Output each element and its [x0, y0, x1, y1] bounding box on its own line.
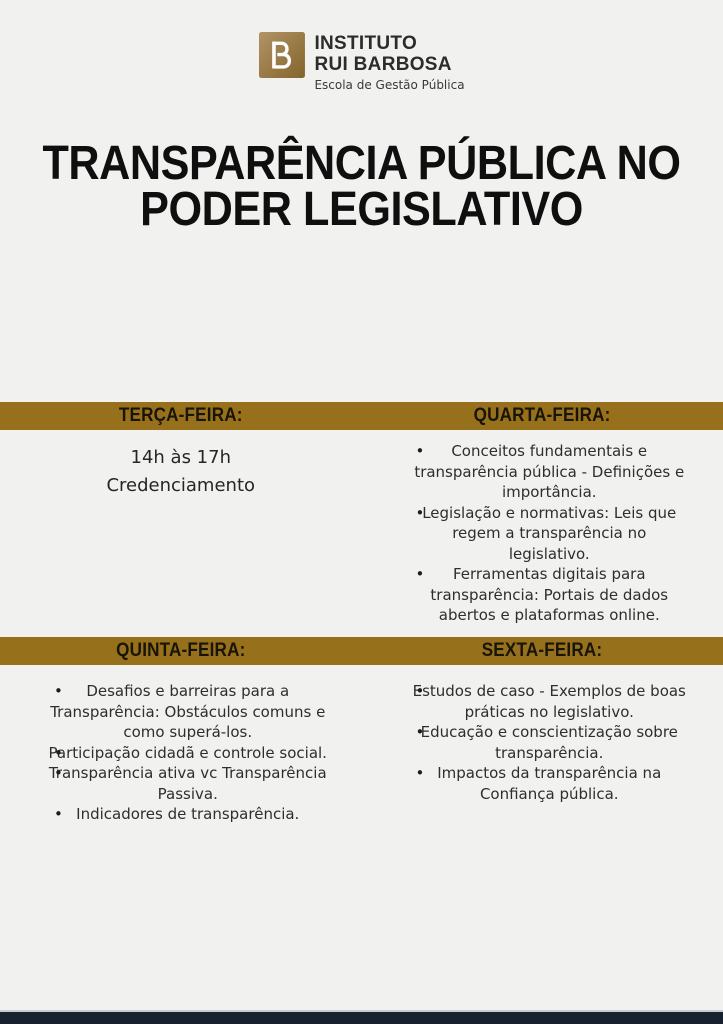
day-label-sexta: SEXTA-FEIRA: — [481, 640, 603, 661]
sexta-content — [362, 674, 723, 825]
bottom-accent-bar — [0, 1010, 723, 1024]
sexta-topic-list — [362, 681, 723, 804]
terca-content — [0, 438, 362, 626]
day-label-quarta: QUARTA-FEIRA: — [473, 405, 611, 426]
org-name-line2: RUI BARBOSA — [314, 54, 452, 75]
day-band-bottom — [0, 637, 723, 665]
instituto-rui-barbosa-logo-icon — [258, 32, 304, 78]
quinta-content — [0, 674, 362, 825]
quinta-topic-list — [0, 681, 362, 825]
poster-title-line1: TRANSPARÊNCIA PÚBLICA NO — [42, 137, 681, 190]
day-label-terca: TERÇA-FEIRA: — [118, 405, 243, 426]
brand-text-block — [314, 32, 464, 92]
list-item: • Ferramentas digitais para transparência: Portais de dados abertos e plataformas online. — [410, 564, 690, 626]
list-item: • Conceitos fundamentais e transparência pública - Definições e importância. — [410, 441, 690, 503]
schedule-row-bottom — [0, 674, 723, 825]
schedule-row-top — [0, 438, 723, 626]
band-cell-sexta — [362, 637, 723, 665]
list-item: • Indicadores de transparência. — [48, 804, 328, 825]
list-item: • Legislação e normativas: Leis que regem a transparência no legislativo. — [410, 503, 690, 565]
org-name-line1: INSTITUTO — [314, 33, 418, 54]
poster-title-line2: PODER LEGISLATIVO — [140, 183, 583, 236]
terca-time: 14h às 17h — [130, 447, 231, 468]
list-item: • Estudos de caso - Exemplos de boas práticas no legislativo. — [410, 681, 690, 722]
band-cell-quarta — [362, 402, 723, 430]
poster-title — [0, 137, 723, 236]
list-item: • Desafios e barreiras para a Transparência: Obstáculos comuns e como superá-los. — [48, 681, 328, 743]
org-subtitle: Escola de Gestão Pública — [314, 78, 465, 92]
list-item: • Participação cidadã e controle social. — [48, 743, 328, 764]
day-label-quinta: QUINTA-FEIRA: — [116, 640, 246, 661]
band-cell-terca — [0, 402, 362, 430]
list-item: • Impactos da transparência na Confiança pública. — [410, 763, 690, 804]
band-cell-quinta — [0, 637, 362, 665]
terca-activity: Credenciamento — [106, 475, 256, 496]
quarta-topic-list — [362, 441, 723, 626]
brand-header — [258, 32, 464, 92]
quarta-content — [362, 438, 723, 626]
terca-text-block — [0, 444, 362, 500]
day-band-top — [0, 402, 723, 430]
list-item: • Educação e conscientização sobre transparência. — [410, 722, 690, 763]
list-item: • Transparência ativa vc Transparência Passiva. — [48, 763, 328, 804]
